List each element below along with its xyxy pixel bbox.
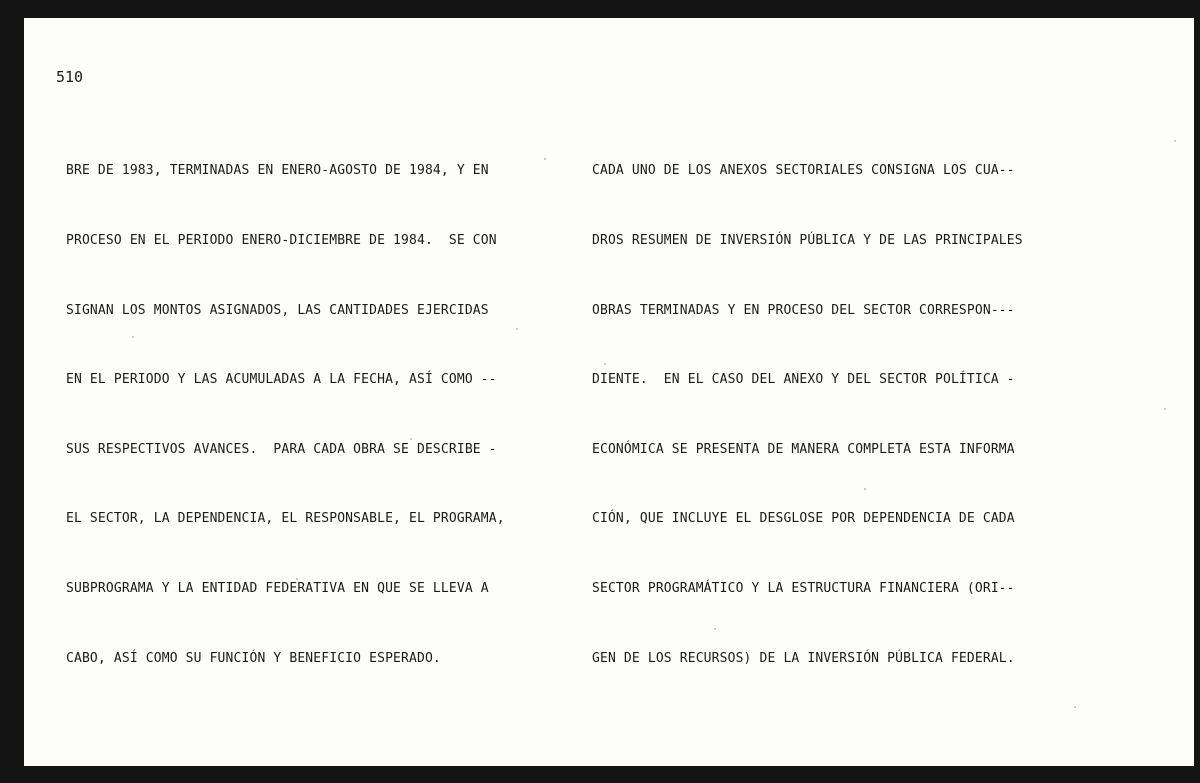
scan-speck (516, 328, 518, 330)
text-line: CADA UNO DE LOS ANEXOS SECTORIALES CONSIGNA LOS CUA-- (592, 163, 1015, 179)
scan-speck (864, 488, 866, 490)
scan-speck (410, 438, 412, 440)
text-line: OBRAS TERMINADAS Y EN PROCESO DEL SECTOR CORRESPON--- (592, 302, 1015, 318)
text-line: CABO, ASÍ COMO SU FUNCIÓN Y BENEFICIO ESPERADO. (66, 650, 441, 666)
scan-speck (1164, 408, 1166, 410)
scan-speck (714, 628, 716, 630)
scan-speck (1074, 706, 1076, 708)
text-line: DIENTE. EN EL CASO DEL ANEXO Y DEL SECTOR POLÍTICA - (592, 372, 1015, 388)
text-line: SECTOR PROGRAMÁTICO Y LA ESTRUCTURA FINANCIERA (ORI-- (592, 580, 1015, 596)
document-page (24, 18, 1194, 766)
scan-speck (544, 158, 546, 160)
text-line: GEN DE LOS RECURSOS) DE LA INVERSIÓN PÚBLICA FEDERAL. (592, 650, 1015, 666)
scan-speck (132, 336, 134, 338)
text-line: ECONÓMICA SE PRESENTA DE MANERA COMPLETA ESTA INFORMA (592, 441, 1015, 457)
scan-speck (604, 363, 606, 365)
scan-speck (1174, 140, 1176, 142)
text-line: BRE DE 1983, TERMINADAS EN ENERO-AGOSTO DE 1984, Y EN (66, 163, 489, 179)
text-line: SUS RESPECTIVOS AVANCES. PARA CADA OBRA SE DESCRIBE - (66, 441, 497, 457)
scan-speck (296, 578, 298, 580)
right-text-column (592, 113, 1092, 716)
text-line: SIGNAN LOS MONTOS ASIGNADOS, LAS CANTIDADES EJERCIDAS (66, 302, 489, 318)
page-number: 510 (56, 68, 84, 86)
text-line: PROCESO EN EL PERIODO ENERO-DICIEMBRE DE 1984. SE CON (66, 233, 497, 248)
text-line: SUBPROGRAMA Y LA ENTIDAD FEDERATIVA EN QUE SE LLEVA A (66, 580, 489, 596)
left-text-column (66, 113, 566, 716)
text-line: EL SECTOR, LA DEPENDENCIA, EL RESPONSABLE, EL PROGRAMA, (66, 511, 505, 527)
text-line: CIÓN, QUE INCLUYE EL DESGLOSE POR DEPENDENCIA DE CADA (592, 511, 1015, 527)
text-line: DROS RESUMEN DE INVERSIÓN PÚBLICA Y DE LAS PRINCIPALES (592, 233, 1023, 248)
text-line: EN EL PERIODO Y LAS ACUMULADAS A LA FECHA, ASÍ COMO -- (66, 372, 497, 388)
